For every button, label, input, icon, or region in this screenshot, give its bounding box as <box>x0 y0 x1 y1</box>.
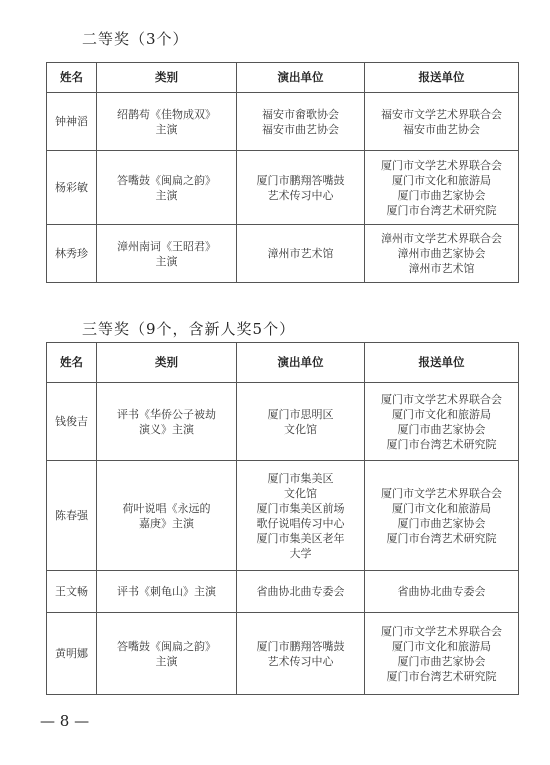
cell-name: 林秀珍 <box>47 225 97 283</box>
submitter-line: 漳州市文学艺术界联合会 <box>381 232 502 245</box>
cell-performer <box>237 571 365 613</box>
submitter-line: 厦门市台湾艺术研究院 <box>386 203 497 217</box>
performer-line: 艺术传习中心 <box>267 188 334 202</box>
category-line: 绍鹊苟《佳物成双》 <box>117 107 216 121</box>
header-name: 姓名 <box>47 343 97 383</box>
cell-performer <box>237 613 365 695</box>
submitter-line: 厦门市文学艺术界联合会 <box>381 392 502 406</box>
submitter-line: 厦门市曲艺家协会 <box>397 516 486 530</box>
category-line: 评书《刺龟山》主演 <box>117 585 216 598</box>
header-performer: 演出单位 <box>237 63 365 93</box>
cell-category <box>97 383 237 461</box>
submitter-line: 福安市文学艺术界联合会 <box>381 107 502 121</box>
category-line: 荷叶说唱《永远的 <box>122 501 211 515</box>
cell-name: 钟神滔 <box>47 93 97 151</box>
cell-name: 王文畅 <box>47 571 97 613</box>
cell-category <box>97 613 237 695</box>
cell-category <box>97 225 237 283</box>
cell-name: 黄明娜 <box>47 613 97 695</box>
performer-line: 厦门市鹏翔答嘴鼓 <box>256 639 345 653</box>
table-row <box>47 93 519 151</box>
submitter-line: 厦门市文化和旅游局 <box>392 501 491 515</box>
category-line: 主演 <box>155 122 178 136</box>
performer-line: 大学 <box>289 546 312 560</box>
category-line: 主演 <box>155 254 178 268</box>
header-submitter: 报送单位 <box>365 63 519 93</box>
category-line: 答嘴鼓《闽扁之韵》 <box>117 173 216 187</box>
submitter-line: 厦门市文学艺术界联合会 <box>381 486 502 500</box>
cell-submitter <box>365 613 519 695</box>
third-prize-table <box>46 342 519 695</box>
cell-submitter <box>365 383 519 461</box>
submitter-line: 厦门市文化和旅游局 <box>392 639 491 653</box>
table-header-row <box>47 343 519 383</box>
category-line: 主演 <box>155 654 178 668</box>
header-submitter: 报送单位 <box>365 343 519 383</box>
second-prize-table <box>46 62 519 283</box>
category-line: 演义》主演 <box>139 422 194 436</box>
header-name: 姓名 <box>47 63 97 93</box>
table-header-row <box>47 63 519 93</box>
cell-performer <box>237 225 365 283</box>
submitter-line: 省曲协北曲专委会 <box>397 585 486 598</box>
submitter-line: 厦门市文化和旅游局 <box>392 173 491 187</box>
category-line: 主演 <box>155 188 178 202</box>
submitter-line: 漳州市艺术馆 <box>408 262 475 275</box>
submitter-line: 厦门市台湾艺术研究院 <box>386 531 497 545</box>
cell-performer <box>237 461 365 571</box>
submitter-line: 厦门市曲艺家协会 <box>397 188 486 202</box>
header-performer: 演出单位 <box>237 343 365 383</box>
section-title-third-prize: 三等奖（9个，含新人奖5个） <box>82 320 296 338</box>
submitter-line: 厦门市曲艺家协会 <box>397 422 486 436</box>
table-row <box>47 225 519 283</box>
performer-line: 厦门市思明区 <box>267 407 334 421</box>
cell-submitter <box>365 461 519 571</box>
table-row <box>47 461 519 571</box>
section-title-second-prize: 二等奖（3个） <box>82 30 189 48</box>
cell-submitter <box>365 151 519 225</box>
table-row <box>47 383 519 461</box>
submitter-line: 漳州市曲艺家协会 <box>397 247 486 260</box>
submitter-line: 厦门市台湾艺术研究院 <box>386 437 497 451</box>
category-line: 答嘴鼓《闽扁之韵》 <box>117 639 216 653</box>
table-row <box>47 613 519 695</box>
cell-category <box>97 571 237 613</box>
performer-line: 福安市畲歌协会 <box>262 107 339 121</box>
cell-name: 陈春强 <box>47 461 97 571</box>
header-category: 类别 <box>97 63 237 93</box>
performer-line: 文化馆 <box>284 422 317 436</box>
cell-name: 钱俊吉 <box>47 383 97 461</box>
submitter-line: 厦门市文化和旅游局 <box>392 407 491 421</box>
performer-line: 福安市曲艺协会 <box>262 122 339 136</box>
cell-performer <box>237 383 365 461</box>
category-line: 嘉庚》主演 <box>139 516 194 530</box>
performer-line: 文化馆 <box>284 486 317 500</box>
category-line: 评书《华侨公子被劫 <box>117 407 216 421</box>
cell-category <box>97 461 237 571</box>
cell-category <box>97 93 237 151</box>
cell-submitter <box>365 93 519 151</box>
submitter-line: 厦门市台湾艺术研究院 <box>386 669 497 683</box>
submitter-line: 厦门市文学艺术界联合会 <box>381 624 502 638</box>
table-row <box>47 571 519 613</box>
cell-performer <box>237 93 365 151</box>
performer-line: 厦门市集美区前场 <box>256 501 345 515</box>
cell-performer <box>237 151 365 225</box>
table-row <box>47 151 519 225</box>
cell-name: 杨彩敏 <box>47 151 97 225</box>
category-line: 漳州南词《王昭君》 <box>117 239 216 253</box>
header-category: 类别 <box>97 343 237 383</box>
page-number: — 8 — <box>40 712 90 730</box>
performer-line: 漳州市艺术馆 <box>267 247 334 260</box>
cell-submitter <box>365 571 519 613</box>
performer-line: 歌仔说唱传习中心 <box>256 516 345 530</box>
submitter-line: 厦门市曲艺家协会 <box>397 654 486 668</box>
submitter-line: 福安市曲艺协会 <box>403 122 480 136</box>
cell-category <box>97 151 237 225</box>
submitter-line: 厦门市文学艺术界联合会 <box>381 158 502 172</box>
performer-line: 艺术传习中心 <box>267 654 334 668</box>
performer-line: 厦门市集美区 <box>267 471 334 485</box>
cell-submitter <box>365 225 519 283</box>
performer-line: 省曲协北曲专委会 <box>256 585 345 598</box>
performer-line: 厦门市集美区老年 <box>256 531 345 545</box>
performer-line: 厦门市鹏翔答嘴鼓 <box>256 173 345 187</box>
